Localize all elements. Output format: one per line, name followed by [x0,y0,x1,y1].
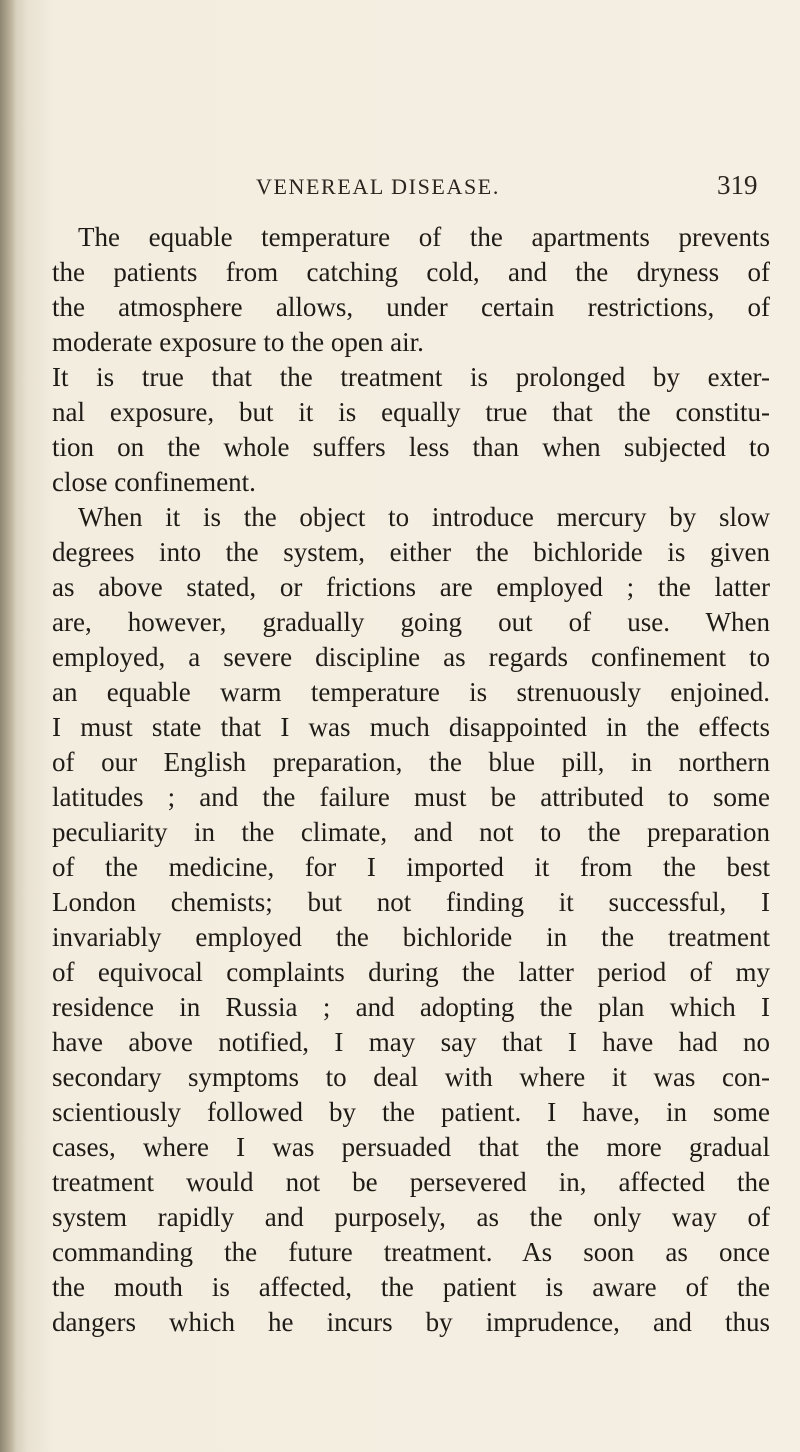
text-line: of equivocal complaints during the latter period of my [52,957,770,987]
text-line: the atmosphere allows, under certain restrictions, of [52,292,770,322]
text-line: have above notified, I may say that I have had no [52,1027,770,1057]
page-number: 319 [717,170,758,200]
text-line: London chemists; but not finding it successful, I [52,887,770,917]
text-line: close confinement. [52,467,256,497]
text-line: treatment would not be persevered in, affected the [52,1167,770,1197]
text-line: The equable temperature of the apartments prevents [78,222,770,252]
text-line: of the medicine, for I imported it from the best [52,852,770,882]
text-line: residence in Russia ; and adopting the plan which I [52,992,770,1022]
text-line: as above stated, or frictions are employed ; the latter [52,572,770,602]
text-line: cases, where I was persuaded that the more gradual [52,1132,770,1162]
text-line: latitudes ; and the failure must be attributed to some [52,782,770,812]
text-line: I must state that I was much disappointed in the effects [52,712,770,742]
text-line: When it is the object to introduce mercury by slow [78,502,770,532]
text-line: employed, a severe discipline as regards confinement to [52,642,770,672]
page-gutter-shadow [0,0,16,1452]
text-line: an equable warm temperature is strenuously enjoined. [52,677,770,707]
text-line: commanding the future treatment. As soon as once [52,1237,770,1267]
text-line: dangers which he incurs by imprudence, and thus [52,1307,770,1337]
text-line: nal exposure, but it is equally true that the constitu- [52,397,770,427]
text-line: the patients from catching cold, and the dryness of [52,257,770,287]
text-line: secondary symptoms to deal with where it was con- [52,1062,770,1092]
text-line: moderate exposure to the open air. [52,327,424,357]
text-line: degrees into the system, either the bichloride is given [52,537,770,567]
text-line: It is true that the treatment is prolonged by exter- [52,362,770,392]
running-title: VENEREAL DISEASE. [256,174,500,199]
running-head [0,170,800,206]
text-line: of our English preparation, the blue pill, in northern [52,747,770,777]
text-line: scientiously followed by the patient. I have, in some [52,1097,770,1127]
text-line: invariably employed the bichloride in the treatment [52,922,770,952]
text-line: the mouth is affected, the patient is aware of the [52,1272,770,1302]
text-line: peculiarity in the climate, and not to the preparation [52,817,770,847]
text-line: tion on the whole suffers less than when subjected to [52,432,770,462]
text-line: are, however, gradually going out of use. When [52,607,770,637]
body-text [52,220,770,1340]
text-line: system rapidly and purposely, as the only way of [52,1202,770,1232]
